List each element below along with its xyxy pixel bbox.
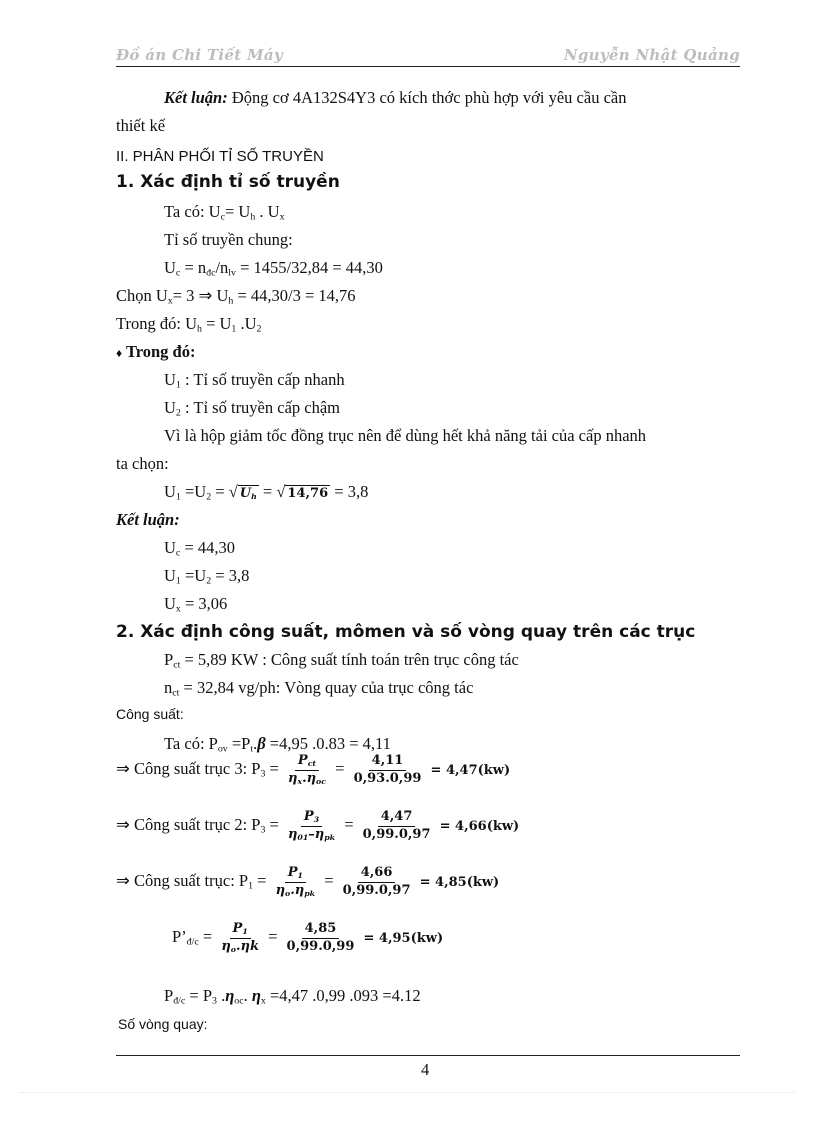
pct-line: $P_{ct} = 5,89$ KW : Công suất tính toán trên trục công tác: [164, 650, 519, 671]
p3-formula: ⇒ Công suất trục 3: $P_3$ = $\frac{P_{ct}}{\eta_x.\eta_{oc}}$ = $\frac{4,11}{0,93.0,99}$ = 4,47(kw): [116, 753, 511, 786]
power-heading: Công suất:: [116, 706, 184, 722]
vi-la-line: Vì là hộp giảm tốc đồng trục nên để dùng hết khả năng tải của cấp nhanh: [164, 426, 647, 445]
page-edge-divider: [20, 1092, 796, 1093]
implies-icon: ⇒: [198, 286, 213, 305]
header-right: Nguyễn Nhật Quảng: [563, 46, 740, 64]
conclusion-line: Kết luận: Động cơ 4A132S4Y3 có kích thớc phù hợp với yêu cầu cần: [164, 88, 627, 107]
diamond-bullet-icon: ♦: [116, 346, 123, 360]
result-u12: $U_1 =U_2 = 3,8$: [164, 566, 250, 587]
implies-icon: ⇒: [116, 814, 130, 834]
ratio-formula: Ta có: $U_c= U_h$ . $U_x$: [164, 202, 285, 223]
result-ux: $U_x = 3,06$: [164, 594, 228, 615]
implies-icon: ⇒: [116, 870, 130, 890]
nct-line: $n_{ct} = 32,84$ vg/ph: Vòng quay của trục công tác: [164, 678, 474, 699]
u1-u2-formula: $U_1 =U_2$ = √ $U_h$ = √ 14,76 = 3,8: [164, 482, 369, 503]
uh-formula: Trong đó: $U_h = U_1$ $.U_2$: [116, 314, 262, 335]
pdc-prime-formula: $P’_{đ/c}$ = $\frac{P_1}{\eta_o.\eta k}$ = $\frac{4,85}{0,99.0,99}$ = 4,95(kw): [172, 921, 444, 954]
header-left: Đồ án Chi Tiết Máy: [116, 46, 283, 64]
ta-chon-line: ta chọn:: [116, 454, 169, 473]
pdc-formula: $P_{đ/c} = P_3$ $.\eta_{oc}$. $\eta_x =4,47$ .0,99 .093 =4.12: [164, 986, 421, 1007]
conclusion-cont: thiết kế: [116, 116, 166, 135]
subsection-1-title: 1. Xác định tỉ số truyền: [116, 172, 340, 192]
page-number: 4: [421, 1060, 430, 1079]
u1-def: $U_1$ : Tỉ số truyền cấp nhanh: [164, 370, 345, 391]
u2-def: $U_2$ : Tỉ số truyền cấp chậm: [164, 398, 341, 419]
implies-icon: ⇒: [116, 758, 130, 778]
p2-formula: ⇒ Công suất trục 2: $P_3$ = $\frac{P_3}{\eta_{01}-\eta_{pk}}$ = $\frac{4,47}{0,99.0,97}$ = 4,66(kw): [116, 809, 520, 842]
footer-rule: [116, 1055, 740, 1056]
result-uc: $U_c = 44,30$: [164, 538, 235, 559]
uc-formula: $U_c = n_{đc}/n_{lv} = 1455/32,84 = 44,30$: [164, 258, 383, 279]
pov-formula: Ta có: $P_{ov} =P_t.\beta =4,95$ .0.83 = 4,11: [164, 734, 391, 755]
choose-ux: Chọn $U_x= 3$ ⇒ $U_h = 44,30/3 = 14,76$: [116, 286, 356, 307]
ratio-general-label: Tỉ số truyền chung:: [164, 230, 293, 249]
header-rule: [116, 66, 740, 67]
subsection-2-title: 2. Xác định công suất, mômen và số vòng quay trên các trục: [116, 622, 696, 642]
conclusion-2-label: Kết luận:: [116, 510, 180, 529]
p1-formula: ⇒ Công suất trục: $P_1$ = $\frac{P_1}{\eta_o.\eta_{pk}}$ = $\frac{4,66}{0,99.0,97}$ = 4,85(kw): [116, 865, 500, 898]
speed-heading: Số vòng quay:: [118, 1016, 208, 1032]
section-title: II. PHÂN PHỐI TỈ SỐ TRUYỀN: [116, 148, 324, 165]
trongdo-heading: ♦ Trong đó:: [116, 342, 196, 361]
